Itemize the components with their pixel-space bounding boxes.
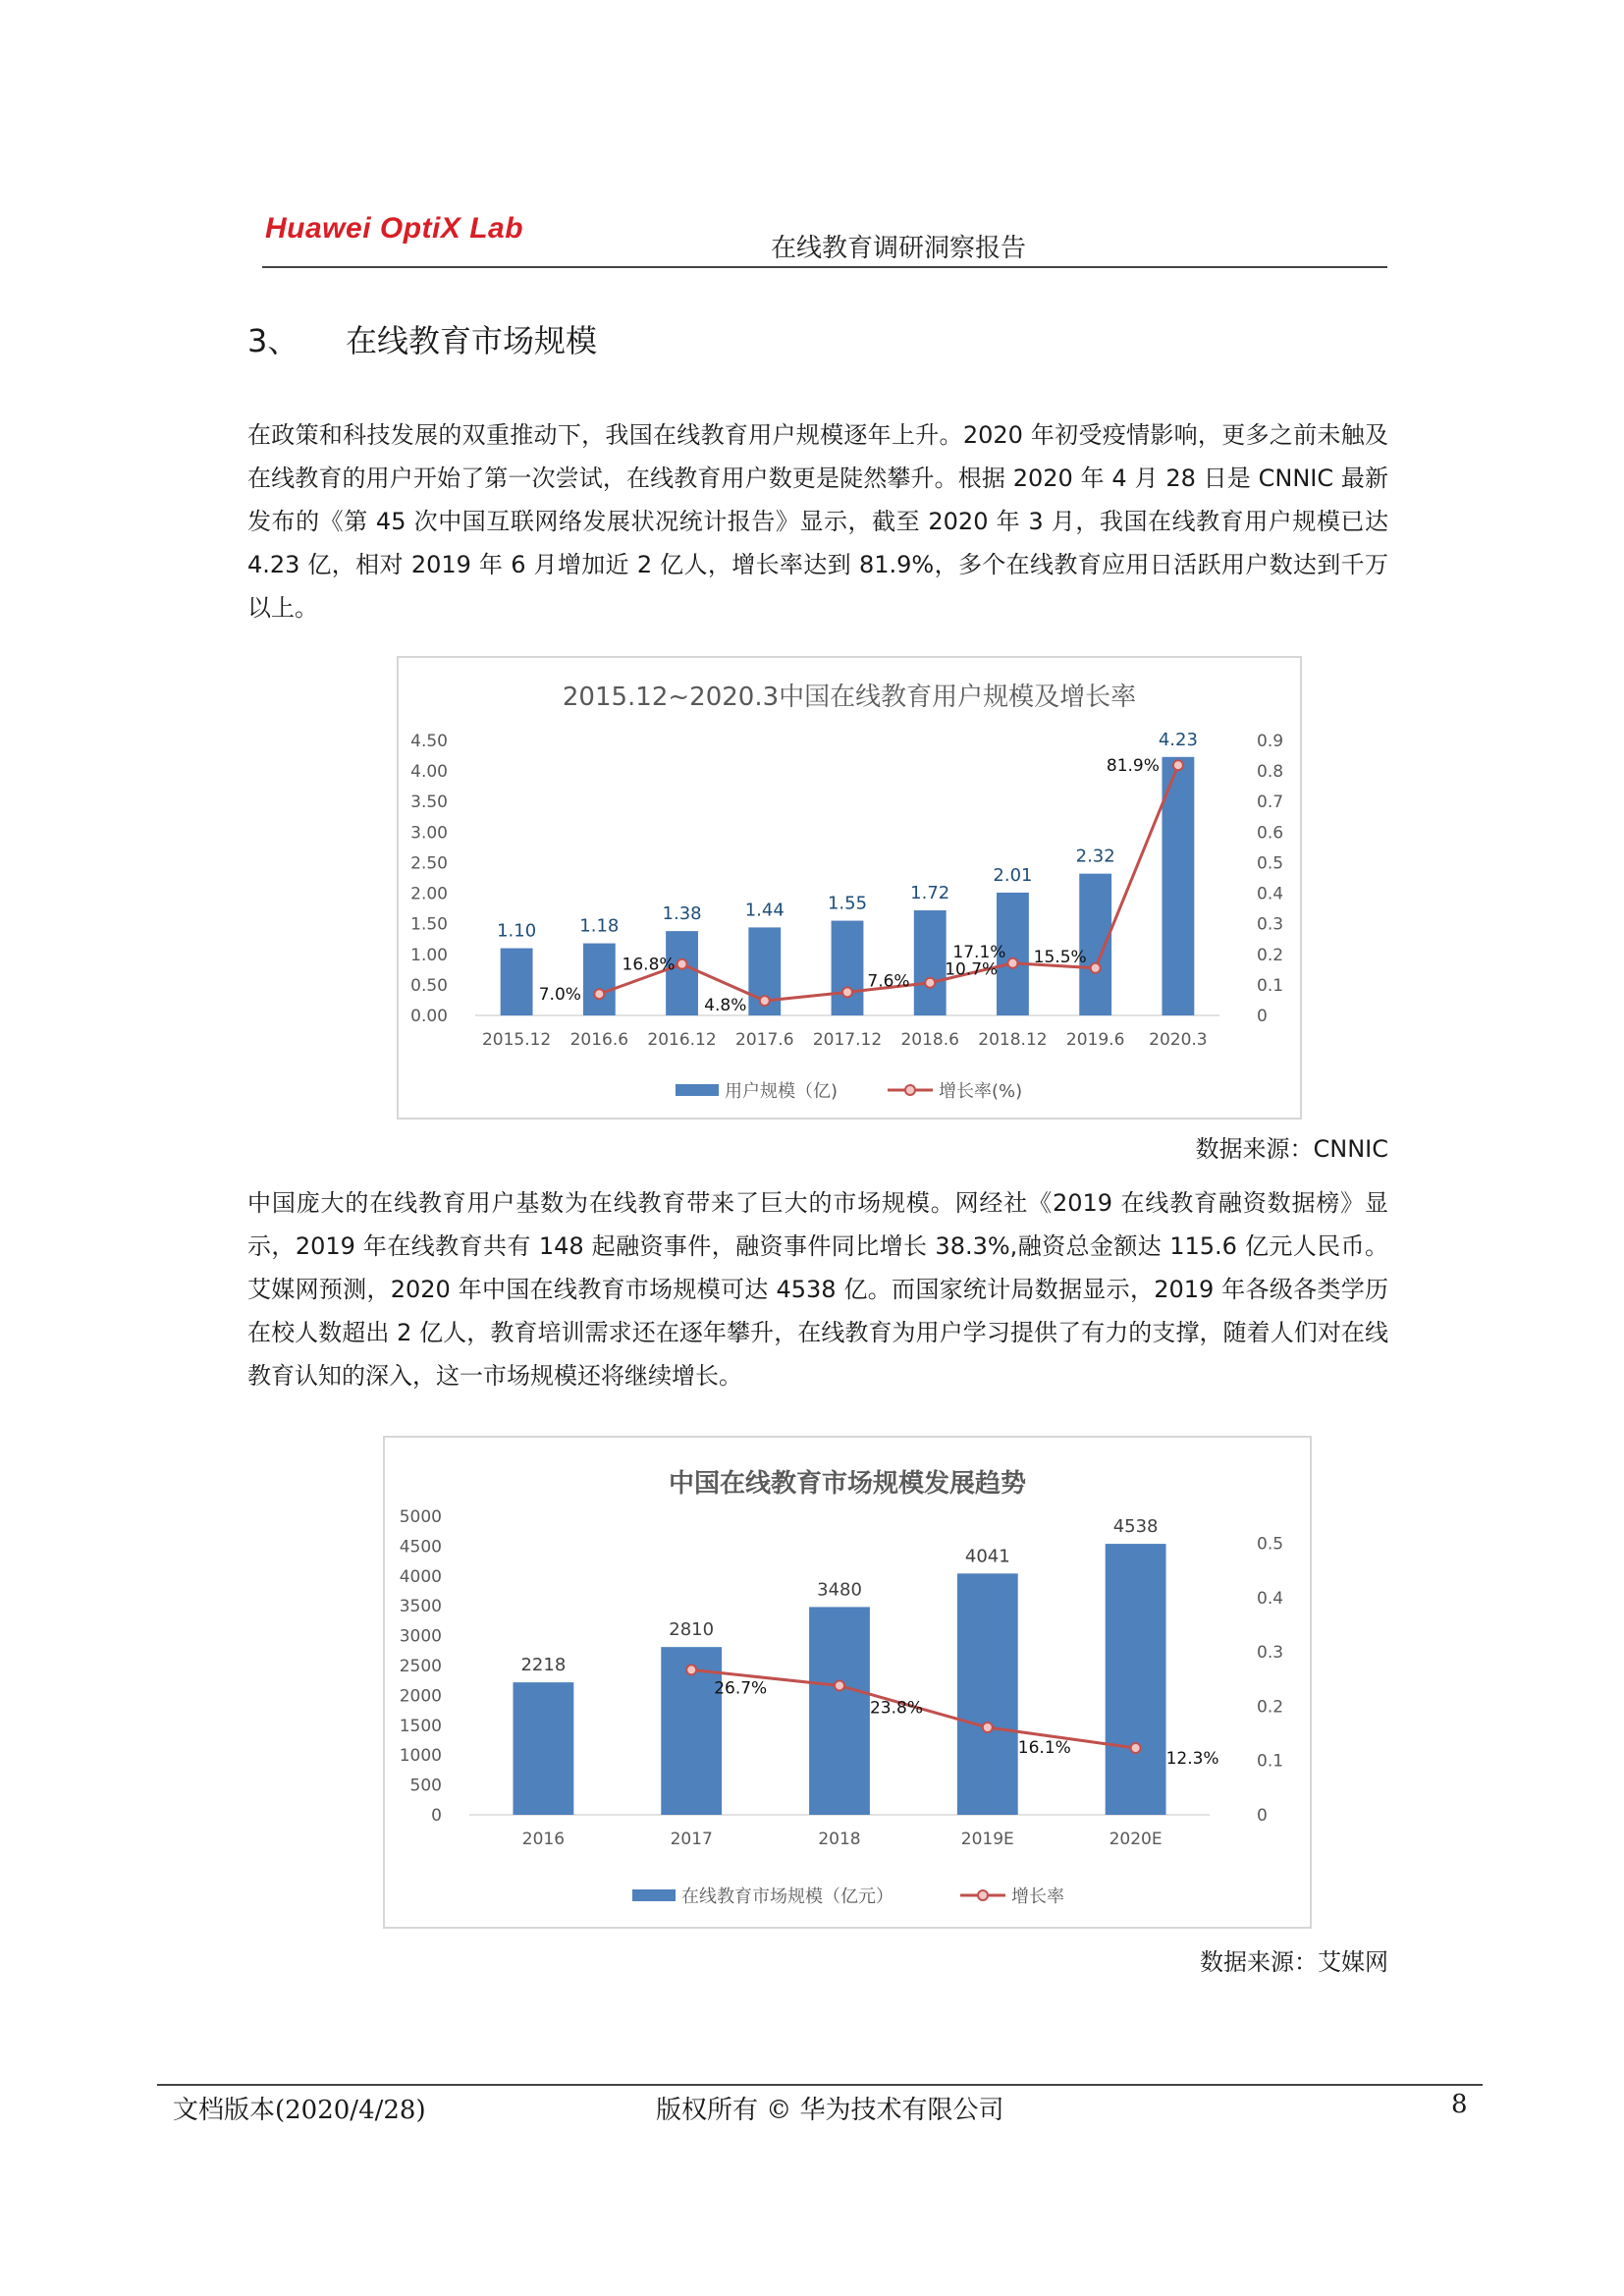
- footer-copyright: 版权所有 © 华为技术有限公司: [656, 2096, 1004, 2125]
- x-tick-label: 2018.6: [900, 1030, 959, 1050]
- bar: [809, 1607, 870, 1815]
- y-right-tick-label: 0.4: [1257, 884, 1284, 904]
- bar-value-label: 2.32: [1075, 846, 1115, 867]
- growth-rate-point: [925, 978, 935, 988]
- document-title: 在线教育调研洞察报告: [771, 234, 1027, 263]
- x-tick-label: 2020E: [1109, 1830, 1163, 1849]
- growth-rate-point: [1173, 760, 1183, 770]
- y-right-tick-label: 0.9: [1257, 732, 1284, 751]
- bar-value-label: 1.72: [910, 882, 950, 903]
- x-tick-label: 2016.6: [569, 1030, 629, 1050]
- legend-line-marker: [905, 1085, 915, 1095]
- y-left-tick-label: 0.00: [410, 1007, 448, 1026]
- bar: [513, 1682, 573, 1815]
- x-tick-label: 2020.3: [1149, 1030, 1208, 1050]
- bar-value-label: 4041: [964, 1546, 1010, 1567]
- y-left-tick-label: 2.50: [410, 853, 448, 874]
- bar-value-label: 4538: [1112, 1516, 1159, 1538]
- y-right-tick-label: 0.3: [1257, 914, 1284, 935]
- x-tick-label: 2019.6: [1065, 1030, 1125, 1050]
- x-tick-label: 2017: [670, 1830, 713, 1849]
- bar-value-label: 1.44: [744, 900, 785, 921]
- bar: [957, 1573, 1018, 1815]
- legend-bar-swatch: [632, 1889, 676, 1901]
- y-right-tick-label: 0: [1257, 1806, 1268, 1826]
- y-left-tick-label: 5000: [399, 1507, 442, 1527]
- y-left-tick-label: 3.00: [410, 823, 448, 844]
- bar-value-label: 1.10: [497, 920, 537, 942]
- x-tick-label: 2018: [818, 1830, 861, 1849]
- bar-value-label: 2.01: [993, 864, 1033, 886]
- x-tick-label: 2017.12: [812, 1030, 883, 1050]
- footer-version: 文档版本(2020/4/28): [173, 2096, 426, 2125]
- bar-value-label: 3480: [817, 1579, 862, 1601]
- y-right-tick-label: 0.6: [1257, 823, 1284, 844]
- y-right-tick-label: 0.5: [1257, 853, 1284, 874]
- x-tick-label: 2016: [521, 1830, 566, 1849]
- y-right-tick-label: 0.5: [1257, 1534, 1284, 1555]
- bar: [1079, 874, 1111, 1015]
- bar-value-label: 2218: [520, 1655, 567, 1676]
- y-left-tick-label: 1.50: [410, 914, 448, 935]
- y-left-tick-label: 2.00: [410, 884, 448, 904]
- growth-rate-label: 16.8%: [622, 955, 676, 975]
- x-tick-label: 2019E: [960, 1830, 1014, 1849]
- bar-value-label: 2810: [669, 1619, 715, 1641]
- y-right-tick-label: 0.2: [1257, 1697, 1284, 1718]
- growth-rate-label: 16.1%: [1017, 1738, 1071, 1759]
- chart-title: 中国在线教育市场规模发展趋势: [668, 1469, 1027, 1499]
- legend-bar-swatch: [676, 1084, 719, 1096]
- growth-rate-label: 10.7%: [945, 959, 999, 980]
- growth-rate-label: 12.3%: [1165, 1749, 1219, 1770]
- y-right-tick-label: 0.8: [1257, 762, 1284, 783]
- header-divider: [262, 266, 1387, 268]
- bar-value-label: 1.55: [827, 893, 868, 914]
- footer-divider: [157, 2084, 1483, 2086]
- y-right-tick-label: 0.1: [1257, 1751, 1284, 1772]
- y-left-tick-label: 1000: [399, 1746, 442, 1767]
- x-tick-label: 2018.12: [978, 1030, 1048, 1050]
- y-right-tick-label: 0.1: [1257, 975, 1284, 996]
- growth-rate-point: [1131, 1743, 1141, 1753]
- x-tick-label: 2017.6: [735, 1030, 794, 1050]
- growth-rate-point: [842, 987, 852, 997]
- y-left-tick-label: 4.00: [410, 762, 448, 783]
- chart-market-scale-svg: [385, 1438, 1310, 1927]
- y-right-tick-label: 0: [1257, 1007, 1268, 1026]
- paragraph-market-scale: 中国庞大的在线教育用户基数为在线教育带来了巨大的市场规模。网经社《2019 在线教育融资数据榜》显示，2019 年在线教育共有 148 起融资事件，融资事件同比增长 38.3%,融资总金额达 115.6 亿元人民币。艾媒网预测，2020 年中国在线教育市场规模可达 4538 亿。而国家统计局数据显示，2019 年各级各类学历在校人数超出 2 亿人，教育培训需求还在逐年攀升，在线教育为用户学习提供了有力的支撑，随着人们对在线教育认知的深入，这一市场规模还将继续增长。: [247, 1189, 1388, 1390]
- growth-rate-label: 26.7%: [714, 1678, 768, 1699]
- y-left-tick-label: 4000: [399, 1566, 442, 1587]
- bar: [832, 921, 864, 1015]
- growth-rate-point: [594, 989, 604, 999]
- growth-rate-label: 23.8%: [869, 1698, 924, 1719]
- bar: [583, 944, 616, 1015]
- bar-value-label: 1.18: [579, 915, 620, 937]
- growth-rate-label: 15.5%: [1033, 947, 1087, 967]
- bar: [1106, 1544, 1166, 1815]
- bar-value-label: 4.23: [1158, 729, 1198, 750]
- y-left-tick-label: 1.00: [410, 945, 448, 965]
- y-right-tick-label: 0.2: [1257, 945, 1284, 965]
- growth-rate-label: 7.6%: [867, 971, 910, 992]
- growth-rate-point: [983, 1722, 993, 1732]
- bar: [501, 949, 533, 1015]
- y-right-tick-label: 0.4: [1257, 1588, 1284, 1609]
- y-left-tick-label: 1500: [399, 1716, 442, 1736]
- huawei-optix-lab-logo: Huawei OptiX Lab: [265, 212, 524, 245]
- y-left-tick-label: 3500: [399, 1597, 442, 1617]
- y-left-tick-label: 3.50: [410, 793, 448, 813]
- growth-rate-point: [1007, 958, 1017, 968]
- y-right-tick-label: 0.3: [1257, 1643, 1284, 1664]
- growth-rate-label: 17.1%: [952, 942, 1006, 962]
- growth-rate-point: [677, 959, 687, 969]
- y-left-tick-label: 0.50: [410, 975, 448, 996]
- legend-line-label: 增长率: [1011, 1886, 1064, 1907]
- growth-rate-label: 4.8%: [704, 996, 747, 1016]
- legend-bar-label: 用户规模（亿): [725, 1081, 839, 1102]
- y-left-tick-label: 4500: [399, 1537, 442, 1558]
- growth-rate-point: [760, 996, 770, 1006]
- data-source-cnnic: 数据来源：CNNIC: [1195, 1135, 1388, 1163]
- growth-rate-label: 7.0%: [538, 985, 581, 1006]
- chart-title: 2015.12~2020.3中国在线教育用户规模及增长率: [562, 683, 1137, 712]
- section-title: 在线教育市场规模: [346, 322, 598, 359]
- bar-value-label: 1.38: [662, 903, 702, 925]
- y-left-tick-label: 500: [409, 1776, 442, 1796]
- x-tick-label: 2015.12: [481, 1030, 552, 1050]
- growth-rate-point: [835, 1680, 844, 1690]
- legend-line-label: 增长率(%): [939, 1081, 1023, 1102]
- legend-line-marker: [978, 1890, 988, 1900]
- page-number: 8: [1451, 2090, 1468, 2119]
- chart-market-scale: [383, 1436, 1312, 1929]
- paragraph-user-scale: 在政策和科技发展的双重推动下，我国在线教育用户规模逐年上升。2020 年初受疫情影响，更多之前未触及在线教育的用户开始了第一次尝试，在线教育用户数更是陡然攀升。根据 2020 年 4 月 28 日是 CNNIC 最新发布的《第 45 次中国互联网络发展状况统计报告》显示，截至 2020 年 3 月，我国在线教育用户规模已达 4.23 亿，相对 2019 年 6 月增加近 2 亿人，增长率达到 81.9%，多个在线教育应用日活跃用户数达到千万以上。: [247, 421, 1388, 622]
- section-number: 3、: [247, 322, 299, 359]
- y-left-tick-label: 3000: [399, 1626, 442, 1647]
- data-source-iimedia: 数据来源：艾媒网: [1200, 1948, 1388, 1976]
- bar: [914, 910, 947, 1015]
- y-left-tick-label: 0: [431, 1806, 442, 1826]
- y-right-tick-label: 0.7: [1257, 793, 1284, 813]
- growth-rate-label: 81.9%: [1106, 756, 1160, 777]
- y-left-tick-label: 4.50: [410, 732, 448, 751]
- chart-user-scale: [397, 656, 1302, 1120]
- y-left-tick-label: 2500: [399, 1657, 442, 1676]
- growth-rate-point: [686, 1665, 696, 1674]
- legend-bar-label: 在线教育市场规模（亿元）: [681, 1886, 893, 1907]
- y-left-tick-label: 2000: [399, 1686, 442, 1707]
- chart-user-scale-svg: [399, 658, 1300, 1118]
- x-tick-label: 2016.12: [647, 1030, 717, 1050]
- growth-rate-point: [1091, 963, 1101, 973]
